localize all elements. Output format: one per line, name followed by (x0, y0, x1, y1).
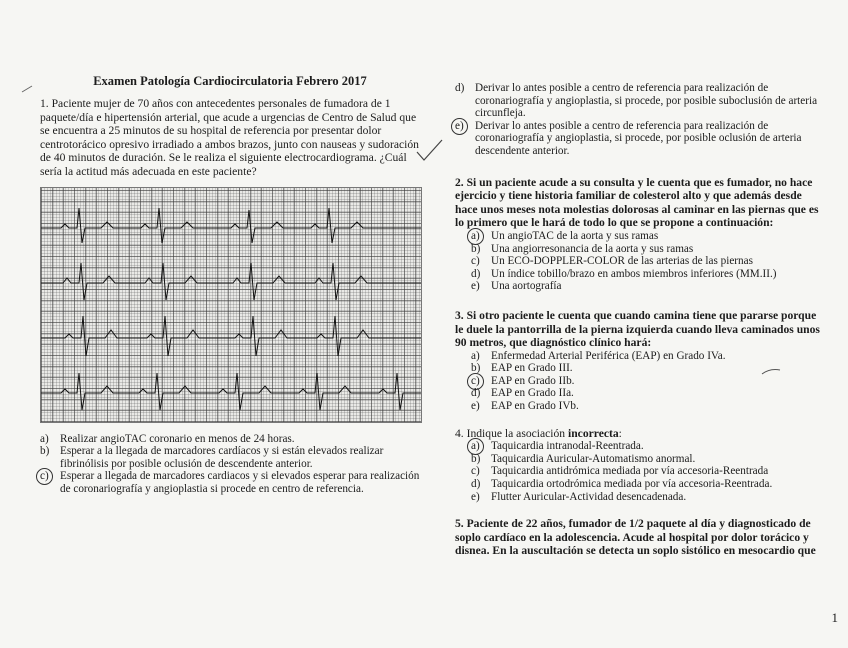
q1-option-c[interactable] (40, 470, 420, 495)
question-3-text: 3. Si otro paciente le cuenta que cuando camina tiene que pararse porque le duele la pantorrilla de la pierna izquierda cuando lleva caminados unos 90 metros, que diagnóstico clínico hará: (455, 308, 820, 350)
q4-option-d[interactable] (471, 478, 827, 491)
q1-option-d[interactable] (455, 82, 827, 120)
ecg-tracing-icon (41, 188, 421, 422)
q4-suffix: : (618, 426, 622, 440)
option-letter: b) (471, 242, 481, 255)
question-1-options-d-e (455, 82, 827, 158)
q2-option-e[interactable] (471, 280, 827, 293)
q4-emphasis: incorrecta (568, 426, 619, 440)
q1-option-a[interactable] (40, 433, 420, 446)
option-text: Un angioTAC de la aorta y sus ramas (491, 229, 659, 242)
pen-stroke-icon (20, 84, 34, 94)
option-letter: a) (471, 230, 491, 243)
option-letter: d) (455, 82, 465, 94)
q1-option-b[interactable] (40, 445, 420, 470)
option-letter: b) (471, 362, 481, 375)
option-letter: c) (471, 255, 480, 268)
option-text: Un ECO-DOPPLER-COLOR de las arterias de las piernas (491, 255, 753, 268)
q1-option-e[interactable] (455, 120, 827, 158)
question-4 (455, 427, 827, 504)
q3-option-d[interactable] (471, 387, 827, 400)
option-text: Taquicardia Auricular-Automatismo anormal. (491, 452, 696, 465)
option-text: Realizar angioTAC coronario en menos de 24 horas. (60, 432, 295, 445)
option-letter: e) (471, 400, 480, 413)
question-2 (455, 176, 827, 293)
question-4-text (455, 427, 827, 441)
q3-option-a[interactable] (471, 350, 827, 363)
option-text: Un índice tobillo/brazo en ambos miembros inferiores (MM.II.) (491, 267, 777, 280)
option-letter: b) (40, 445, 50, 458)
page-number: 1 (831, 610, 838, 625)
question-1-text: 1. Paciente mujer de 70 años con antecedentes personales de fumadora de 1 paquete/día e hipertensión arterial, que acude a urgencias de Centro de Salud que se encuentra a 25 minutos de su hospital de referencia por presentar dolor centrotorácico opresivo irradiado a ambos brazos, junto con nauseas y sudoración de 40 minutos de duración. Se le realiza el siguiente electrocardiograma. ¿Cuál sería la actitud más adecuada en este paciente? (40, 97, 419, 178)
q4-prefix: 4. Indique la asociación (455, 426, 568, 440)
option-text: Una aortografía (491, 280, 562, 293)
question-2-text: 2. Si un paciente acude a su consulta y le cuenta que es fumador, no hace ejercicio y tiene historia familiar de colesterol alto y que además desde hace unos meses nota molestias dolorosas al caminar en las piernas que es lo primero que le hará de todo lo que se propone a continuación: (455, 175, 819, 230)
q2-option-b[interactable] (471, 243, 827, 256)
option-letter: d) (471, 478, 481, 491)
question-3 (455, 309, 827, 413)
q4-option-e[interactable] (471, 491, 827, 504)
question-5-text: 5. Paciente de 22 años, fumador de 1/2 paquete al día y diagnosticado de soplo cardíaco en la adolescencia. Acude al hospital por dolor torácico y disnea. En la auscultación se detecta un soplo sistólico en mesocardio que (455, 517, 816, 558)
pen-stroke-icon (760, 364, 782, 378)
q2-option-c[interactable] (471, 255, 827, 268)
option-letter: c) (471, 375, 491, 388)
option-text: EAP en Grado III. (491, 362, 573, 375)
exam-title: Examen Patología Cardiocirculatoria Febrero 2017 (93, 74, 367, 88)
left-column (40, 74, 420, 496)
option-letter: c) (471, 465, 480, 478)
question-1-options-a-c (40, 433, 420, 496)
option-text: EAP en Grado IVb. (491, 400, 579, 413)
q3-option-e[interactable] (471, 400, 827, 413)
option-text: Derivar lo antes posible a centro de referencia para realización de coronariografía y angioplastia, si procede, por posible suboclusión de arteria circunfleja. (475, 82, 818, 120)
option-letter: d) (471, 387, 481, 400)
checkmark-icon (415, 138, 445, 164)
option-letter: b) (471, 452, 481, 465)
q4-option-c[interactable] (471, 465, 827, 478)
option-text: Taquicardia antidrómica mediada por vía accesoria-Reentrada (491, 465, 769, 478)
ecg-image (40, 187, 422, 423)
option-letter: e) (471, 280, 480, 293)
q4-option-a[interactable] (471, 440, 827, 453)
option-text: Enfermedad Arterial Periférica (EAP) en Grado IVa. (491, 349, 726, 362)
option-text: Esperar a la llegada de marcadores cardíacos y si están elevados realizar fibrinólisis por posible oclusión de descendente anterior. (60, 445, 384, 470)
question-3-options (471, 350, 827, 413)
question-5 (455, 517, 827, 558)
option-letter: e) (455, 120, 475, 158)
option-letter: a) (471, 440, 491, 453)
q2-option-d[interactable] (471, 268, 827, 281)
option-text: Una angiorresonancia de la aorta y sus ramas (491, 242, 694, 255)
option-letter: d) (471, 267, 481, 280)
option-text: EAP en Grado IIa. (491, 387, 574, 400)
q2-option-a[interactable] (471, 230, 827, 243)
option-text: Derivar lo antes posible a centro de referencia para realización de coronariografía y angioplastia, si procede, por posible oclusión de arteria descendente anterior. (475, 119, 802, 157)
question-2-options (471, 230, 827, 293)
option-letter: a) (471, 349, 480, 362)
right-column (455, 82, 827, 558)
option-text: EAP en Grado IIb. (491, 374, 575, 387)
option-text: Flutter Auricular-Actividad desencadenada. (491, 490, 687, 503)
option-text: Esperar a llegada de marcadores cardiacos y si elevados esperar para realización de coronariografía y angioplastia si procede en centro de referencia. (60, 470, 420, 495)
q4-option-b[interactable] (471, 453, 827, 466)
option-letter: a) (40, 432, 49, 445)
option-text: Taquicardia intranodal-Reentrada. (491, 440, 644, 453)
option-text: Taquicardia ortodrómica mediada por vía accesoria-Reentrada. (491, 478, 773, 491)
question-4-options (471, 440, 827, 503)
option-letter: e) (471, 490, 480, 503)
option-letter: c) (40, 470, 60, 495)
